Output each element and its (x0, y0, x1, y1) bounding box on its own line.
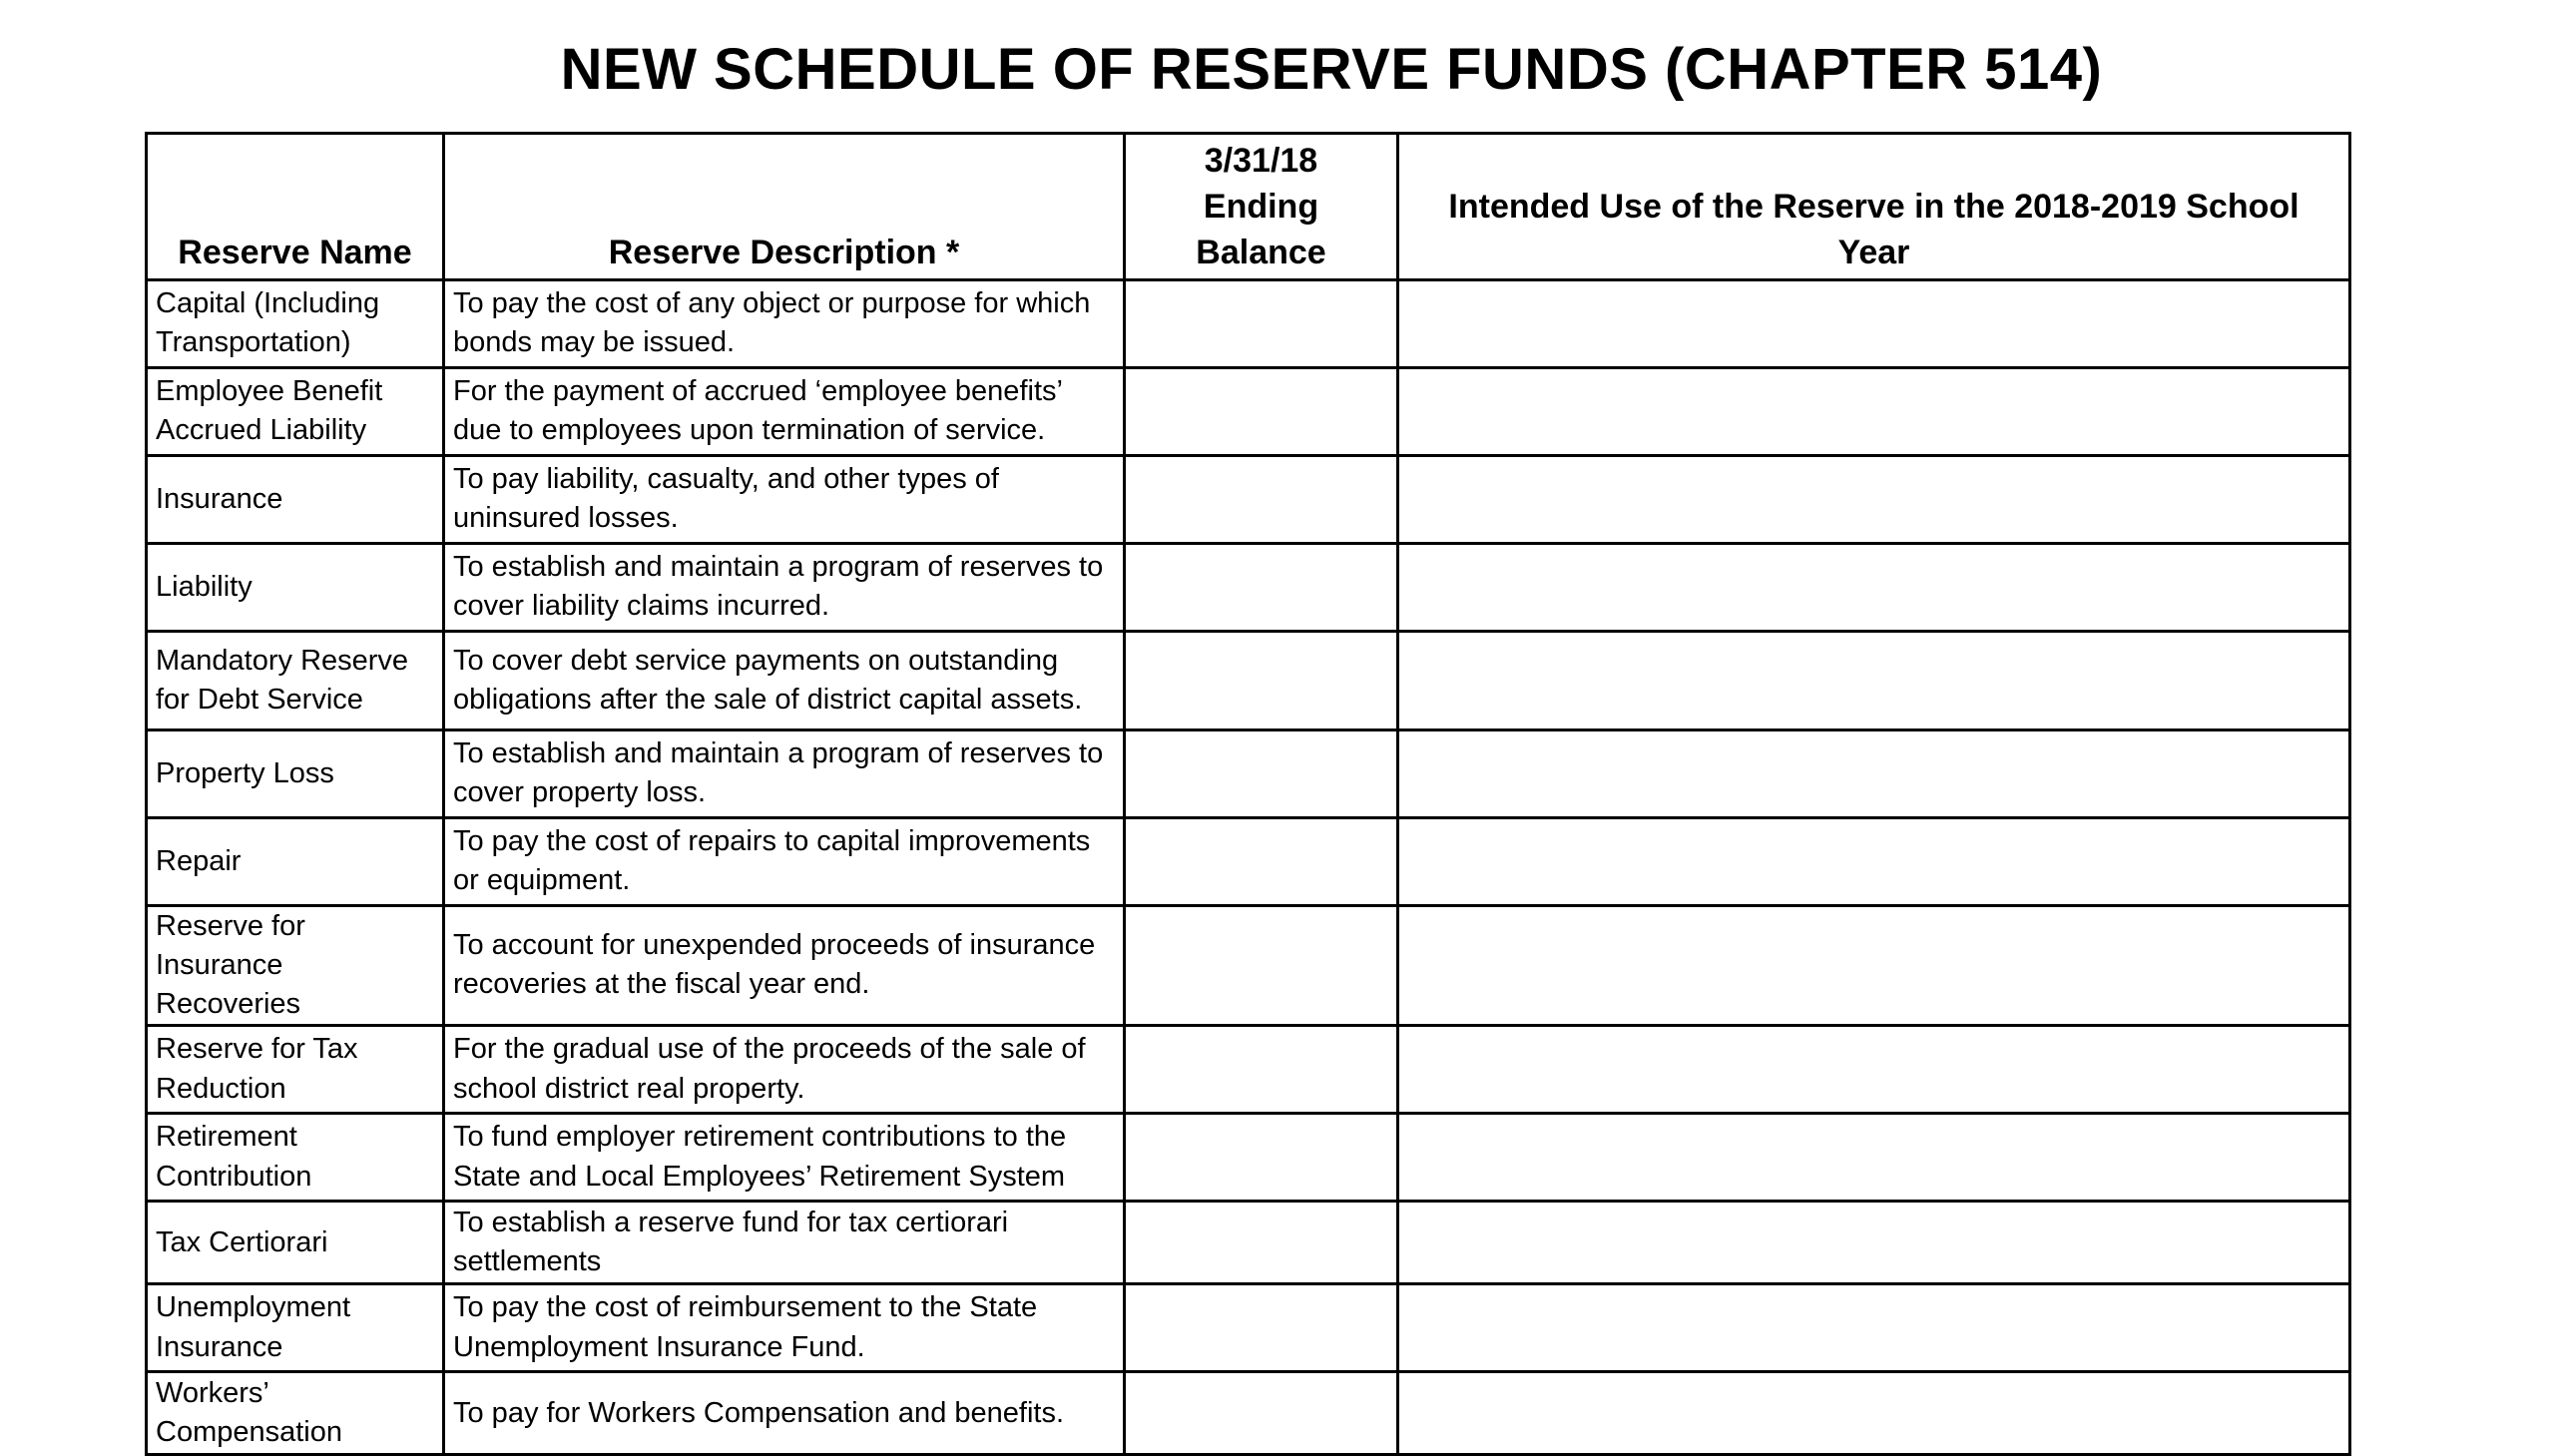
ending-balance-cell[interactable] (1125, 1284, 1398, 1372)
header-ending-balance (1125, 134, 1398, 280)
reserve-description-cell: To pay the cost of repairs to capital improvements or equipment. (444, 817, 1125, 905)
reserve-description-cell: To fund employer retirement contributions to the State and Local Employees’ Retirement System (444, 1114, 1125, 1202)
reserve-name-cell: Unemployment Insurance (147, 1284, 444, 1372)
table-row (147, 455, 2350, 543)
reserve-name-cell: Insurance (147, 455, 444, 543)
reserve-name-cell: Employee Benefit Accrued Liability (147, 367, 444, 455)
intended-use-cell[interactable] (1398, 1114, 2350, 1202)
header-intended-use: Intended Use of the Reserve in the 2018-2019 School Year (1398, 134, 2350, 280)
reserve-description-cell: To pay the cost of reimbursement to the State Unemployment Insurance Fund. (444, 1284, 1125, 1372)
intended-use-cell[interactable] (1398, 905, 2350, 1025)
reserve-funds-table (145, 132, 2351, 1456)
intended-use-cell[interactable] (1398, 1372, 2350, 1455)
ending-balance-cell[interactable] (1125, 367, 1398, 455)
reserve-name-cell: Tax Certiorari (147, 1202, 444, 1284)
table-row (147, 905, 2350, 1025)
reserve-name-cell: Reserve for Tax Reduction (147, 1026, 444, 1114)
intended-use-cell[interactable] (1398, 455, 2350, 543)
table-row (147, 1372, 2350, 1455)
ending-balance-cell[interactable] (1125, 279, 1398, 367)
intended-use-cell[interactable] (1398, 729, 2350, 817)
reserve-name-cell: Workers’ Compensation (147, 1372, 444, 1455)
table-row (147, 367, 2350, 455)
table-row (147, 279, 2350, 367)
intended-use-cell[interactable] (1398, 1026, 2350, 1114)
intended-use-cell[interactable] (1398, 367, 2350, 455)
table-row (147, 1202, 2350, 1284)
reserve-name-cell: Mandatory Reserve for Debt Service (147, 631, 444, 729)
reserve-description-cell: To pay liability, casualty, and other types of uninsured losses. (444, 455, 1125, 543)
table-row (147, 543, 2350, 631)
ending-balance-cell[interactable] (1125, 817, 1398, 905)
reserve-description-cell: To pay for Workers Compensation and benefits. (444, 1372, 1125, 1455)
ending-balance-cell[interactable] (1125, 631, 1398, 729)
table-row (147, 817, 2350, 905)
table-row (147, 631, 2350, 729)
ending-balance-cell[interactable] (1125, 1026, 1398, 1114)
reserve-name-cell: Repair (147, 817, 444, 905)
table-header-row (147, 134, 2350, 280)
reserve-description-cell: To account for unexpended proceeds of insurance recoveries at the fiscal year end. (444, 905, 1125, 1025)
ending-balance-cell[interactable] (1125, 543, 1398, 631)
reserve-name-cell: Reserve for Insurance Recoveries (147, 905, 444, 1025)
ending-balance-cell[interactable] (1125, 1372, 1398, 1455)
reserve-description-cell: To establish and maintain a program of reserves to cover property loss. (444, 729, 1125, 817)
reserve-description-cell: To establish and maintain a program of reserves to cover liability claims incurred. (444, 543, 1125, 631)
header-reserve-name: Reserve Name (147, 134, 444, 280)
reserve-name-cell: Property Loss (147, 729, 444, 817)
ending-balance-cell[interactable] (1125, 905, 1398, 1025)
ending-balance-cell[interactable] (1125, 1114, 1398, 1202)
intended-use-cell[interactable] (1398, 1202, 2350, 1284)
table-row (147, 1026, 2350, 1114)
intended-use-cell[interactable] (1398, 631, 2350, 729)
reserve-description-cell: To establish a reserve fund for tax certiorari settlements (444, 1202, 1125, 1284)
table-row (147, 1114, 2350, 1202)
reserve-description-cell: To cover debt service payments on outstanding obligations after the sale of district capital assets. (444, 631, 1125, 729)
intended-use-cell[interactable] (1398, 279, 2350, 367)
ending-balance-cell[interactable] (1125, 455, 1398, 543)
intended-use-cell[interactable] (1398, 817, 2350, 905)
intended-use-cell[interactable] (1398, 1284, 2350, 1372)
table-row (147, 729, 2350, 817)
reserve-name-cell: Liability (147, 543, 444, 631)
ending-balance-cell[interactable] (1125, 729, 1398, 817)
reserve-description-cell: For the gradual use of the proceeds of the sale of school district real property. (444, 1026, 1125, 1114)
reserve-name-cell: Capital (Including Transportation) (147, 279, 444, 367)
page-title: NEW SCHEDULE OF RESERVE FUNDS (CHAPTER 514) (560, 37, 2103, 102)
header-balance-label: Ending Balance (1196, 187, 1326, 271)
reserve-name-cell: Retirement Contribution (147, 1114, 444, 1202)
reserve-description-cell: To pay the cost of any object or purpose for which bonds may be issued. (444, 279, 1125, 367)
header-reserve-description: Reserve Description * (444, 134, 1125, 280)
reserve-description-cell: For the payment of accrued ‘employee benefits’ due to employees upon termination of service. (444, 367, 1125, 455)
ending-balance-cell[interactable] (1125, 1202, 1398, 1284)
intended-use-cell[interactable] (1398, 543, 2350, 631)
table-row (147, 1284, 2350, 1372)
header-balance-date: 3/31/18 (1204, 142, 1318, 180)
